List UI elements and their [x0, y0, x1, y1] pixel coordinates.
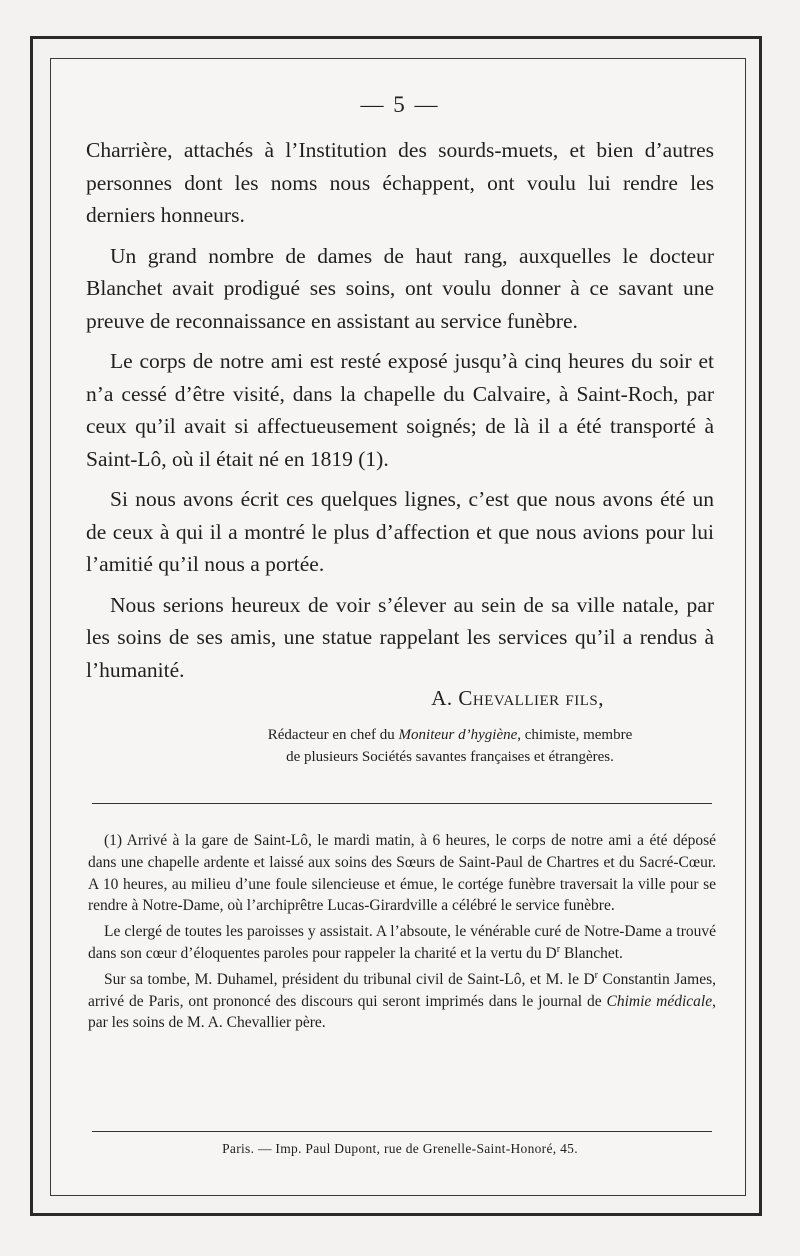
footnote-text: Constantin James, arrivé de Paris, ont prononcé des discours qui seront imprimés dans le journal de [88, 970, 716, 1010]
paragraph: Le corps de notre ami est resté exposé jusqu’à cinq heures du soir et n’a cessé d’être visité, dans la chapelle du Calvaire, à Saint-Roch, par ceux qu’il avait si affectueusement soignés; de là il a été transporté à Saint-Lô, où il était né en 1819 (1). [86, 349, 714, 471]
credentials-text: Rédacteur en chef du [267, 727, 399, 743]
credentials-line-1 [180, 724, 720, 746]
superscript: r [556, 943, 561, 955]
footnote-paragraph [88, 921, 716, 965]
author-initial: A. [431, 686, 453, 710]
credentials-text: , chimiste, membre [517, 727, 633, 743]
footnote-text: , par les soins de M. A. Chevallier père. [88, 992, 716, 1032]
printer-imprint: Paris. — Imp. Paul Dupont, rue de Grenelle-Saint-Honoré, 45. [222, 1141, 578, 1156]
footnote [88, 830, 716, 1038]
paragraph: Nous serions heureux de voir s’élever au sein de sa ville natale, par les soins de ses amis, une statue rappelant les services qu’il a rendus à l’humanité. [86, 592, 714, 682]
author-signature [0, 686, 604, 711]
imprint-divider [92, 1131, 712, 1132]
footnote-text: Le clergé de toutes les paroisses y assistait. A l’absoute, le vénérable curé de Notre-Dame a trouvé dans son cœur d’éloquentes paroles pour rappeler la charité et la vertu du D [88, 923, 716, 962]
superscript: r [594, 969, 599, 981]
footnote-text: Sur sa tombe, M. Duhamel, président du tribunal civil de Saint-Lô, et M. le D [104, 970, 595, 988]
paragraph: Un grand nombre de dames de haut rang, auxquelles le docteur Blanchet avait prodigué ses soins, ont voulu donner à ce savant une preuve de reconnaissance en assistant au service funèbre. [86, 243, 714, 333]
footnote-divider [92, 803, 712, 804]
footnote-paragraph: (1) Arrivé à la gare de Saint-Lô, le mardi matin, à 6 heures, le corps de notre ami a été déposé dans une chapelle ardente et laissé aux soins des Sœurs de Saint-Paul de Chartres et du Sacré-Cœur. A 10 heures, au milieu d’une foule silencieuse et émue, le cortége funèbre traversait la ville pour se rendre à Notre-Dame, où l’archiprêtre Lucas-Girardville a célébré le service funèbre. [88, 832, 716, 915]
main-text [86, 134, 714, 694]
credentials-line-2: de plusieurs Sociétés savantes françaises et étrangères. [286, 749, 614, 765]
page-number: — 5 — [360, 92, 440, 117]
author-credentials [180, 724, 720, 768]
footnote-paragraph [88, 969, 716, 1034]
journal-title: Moniteur d’hygiène [398, 727, 518, 743]
author-name: Chevallier fils, [458, 686, 604, 710]
paragraph: Si nous avons écrit ces quelques lignes, c’est que nous avons été un de ceux à qui il a montré le plus d’affection et que nous avions pour lui l’amitié qu’il nous a portée. [86, 487, 714, 576]
paragraph: Charrière, attachés à l’Institution des sourds-muets, et bien d’autres personnes dont les noms nous échappent, ont voulu lui rendre les derniers honneurs. [86, 138, 714, 227]
footnote-text: Blanchet. [560, 944, 623, 962]
journal-title: Chimie médicale [606, 992, 713, 1010]
